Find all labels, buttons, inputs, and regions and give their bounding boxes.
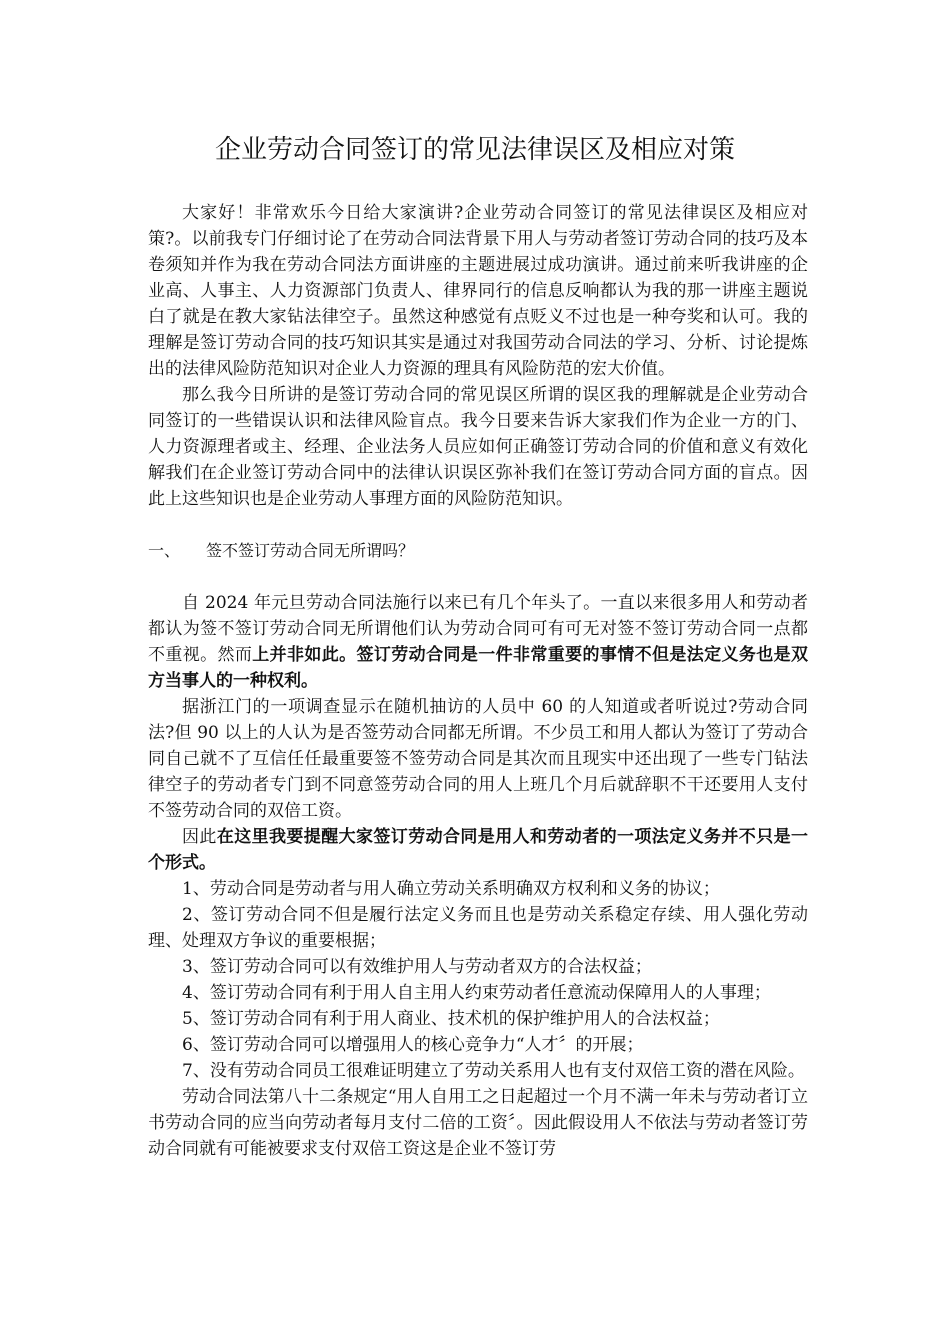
document-body <box>148 200 808 1162</box>
paragraph-text: 自 2024 年元旦劳动合同法施行以来已有几个年头了。一直以来很多用人和劳动者都认为签不签订劳动合同无所谓他们认为劳动合同可有可无对签不签订劳动合同一点都不重视。然而 <box>148 593 808 665</box>
intro-paragraph-2: 那么我今日所讲的是签订劳动合同的常见误区所谓的误区我的理解就是企业劳动合同签订的一些错误认识和法律风险盲点。我今日要来告诉大家我们作为企业一方的门、人力资源理者或主、经理、企业法务人员应如何正确签订劳动合同的价值和意义有效化解我们在企业签订劳动合同中的法律认识误区弥补我们在签订劳动合同方面的盲点。因此上这些知识也是企业劳动人事理方面的风险防范知识。 <box>148 385 808 509</box>
section-heading-1 <box>148 538 808 564</box>
section1-paragraph-3 <box>148 824 808 876</box>
list-item-3: 3、签订劳动合同可以有效维护用人与劳动者双方的合法权益； <box>182 957 652 977</box>
section-number: 一、 <box>148 541 181 560</box>
list-item-4: 4、签订劳动合同有利于用人自主用人约束劳动者任意流动保障用人的人事理； <box>182 983 771 1003</box>
paragraph-text: 因此 <box>182 827 217 847</box>
section1-paragraph-4: 劳动合同法第八十二条规定“用人自用工之日起超过一个月不满一年未与劳动者订立书劳动合同的应当向劳动者每月支付二倍的工资〞。因此假设用人不依法与劳动者签订劳动合同就有可能被要求支付双倍工资这是企业不签订劳 <box>148 1087 808 1159</box>
spacer <box>148 564 808 590</box>
emphasis-text: 上并非如此。签订劳动合同是一件非常重要的事情不但是法定义务也是双方当事人的一种权利。 <box>148 645 809 691</box>
section1-paragraph-1 <box>148 590 808 694</box>
list-item-7: 7、没有劳动合同员工很难证明建立了劳动关系用人也有支付双倍工资的潜在风险。 <box>182 1061 805 1081</box>
section1-paragraph-2: 据浙江门的一项调查显示在随机抽访的人员中 60 的人知道或者听说过?劳动合同法?但 90 以上的人认为是否签劳动合同都无所谓。不少员工和用人都认为签订了劳动合同自己就不了互信任任最重要签不签劳动合同是其次而且现实中还出现了一些专门钻法律空子的劳动者专门到不同意签劳动合同的用人上班几个月后就辞职不干还要用人支付不签劳动合同的双倍工资。 <box>148 697 808 821</box>
emphasis-text: 在这里我要提醒大家签订劳动合同是用人和劳动者的一项法定义务并不只是一个形式。 <box>148 827 809 873</box>
list-item-2: 2、签订劳动合同不但是履行法定义务而且也是劳动关系稳定存续、用人强化劳动理、处理双方争议的重要根据； <box>148 905 808 951</box>
list-item-5: 5、签订劳动合同有利于用人商业、技术机的保护维护用人的合法权益； <box>182 1009 720 1029</box>
spacer <box>148 512 808 538</box>
list-item-6: 6、签订劳动合同可以增强用人的核心竞争力“人才〞的开展； <box>182 1035 644 1055</box>
list-item-1: 1、劳动合同是劳动者与用人确立劳动关系明确双方权利和义务的协议； <box>182 879 720 899</box>
document-title: 企业劳动合同签订的常见法律误区及相应对策 <box>214 135 735 165</box>
intro-paragraph-1: 大家好！非常欢乐今日给大家演讲?企业劳动合同签订的常见法律误区及相应对策?。以前我专门仔细讨论了在劳动合同法背景下用人与劳动者签订劳动合同的技巧及本卷须知并作为我在劳动合同法方面讲座的主题进展过成功演讲。通过前来听我讲座的企业高、人事主、人力资源部门负责人、律界同行的信息反响都认为我的那一讲座主题说白了就是在教大家钻法律空子。虽然这种感觉有点贬义不过也是一种夸奖和认可。我的理解是签订劳动合同的技巧知识其实是通过对我国劳动合同法的学习、分析、讨论提炼出的法律风险防范知识对企业人力资源的理具有风险防范的宏大价值。 <box>148 203 808 379</box>
section-title: 签不签订劳动合同无所谓吗？ <box>206 541 415 560</box>
